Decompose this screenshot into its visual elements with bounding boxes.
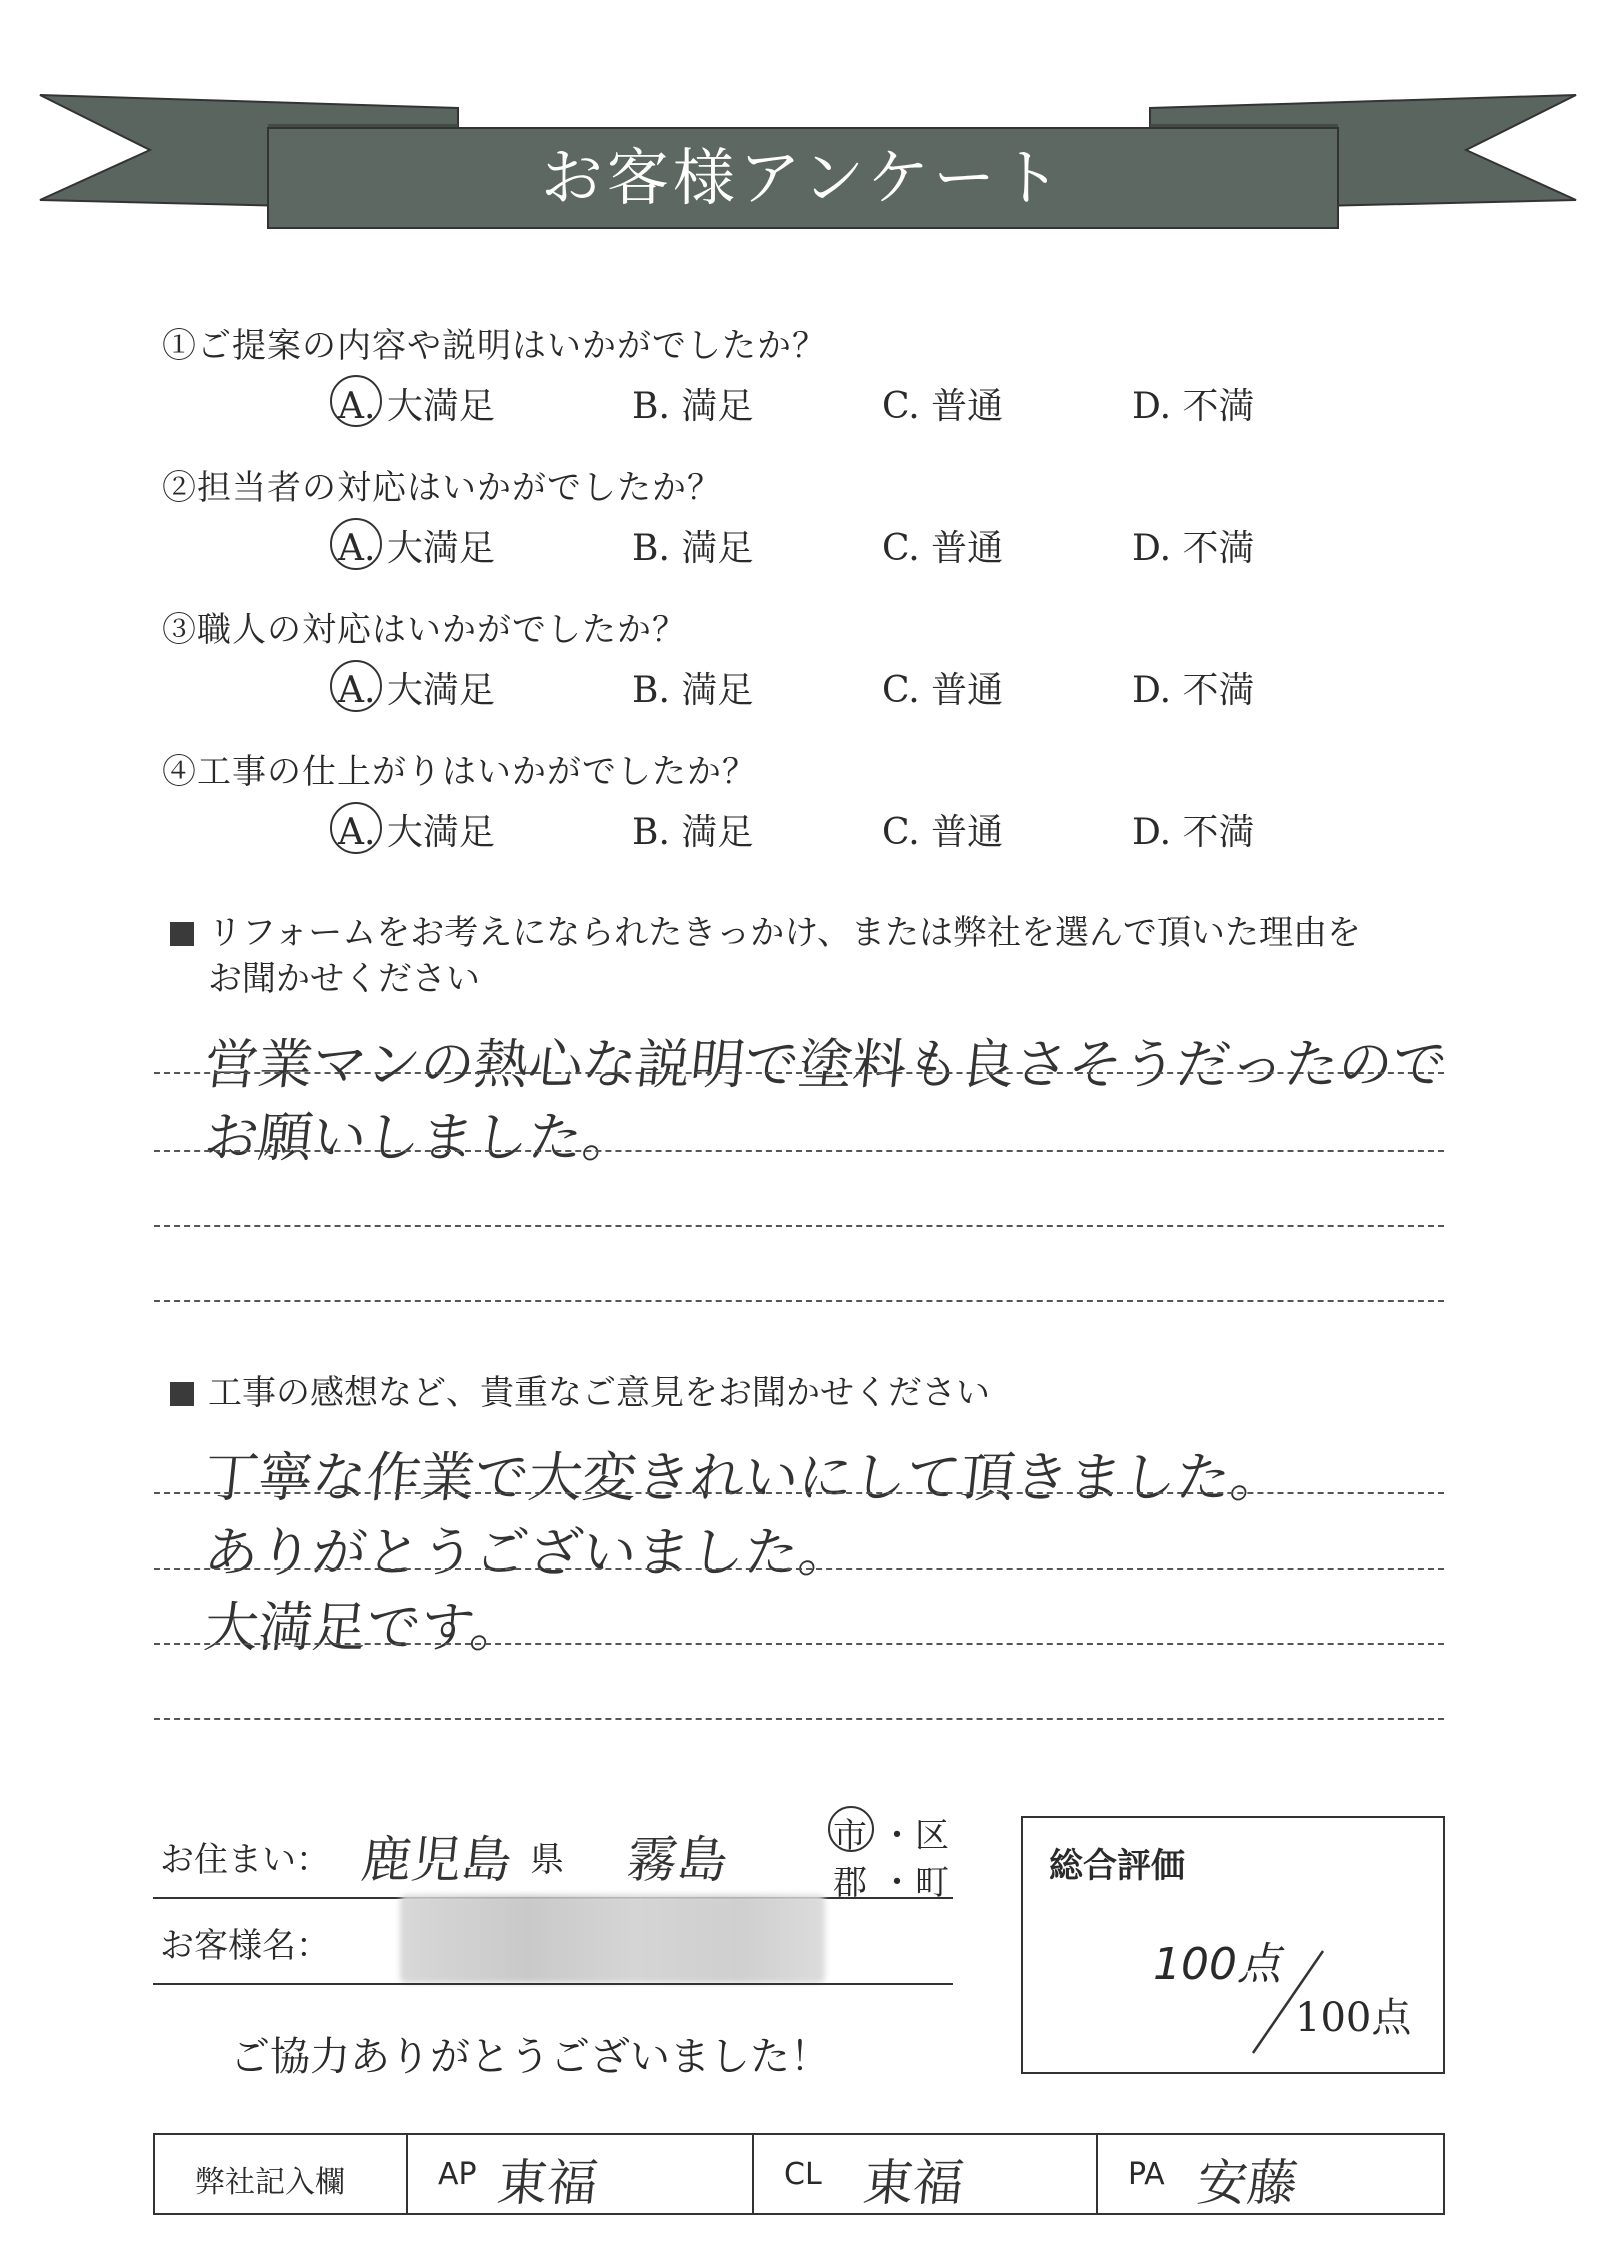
answer-line [154, 1718, 1444, 1720]
city-value[interactable]: 霧島 [624, 1831, 731, 1889]
q3-option-c[interactable]: C. 普通 [882, 670, 1004, 711]
evaluation-max: 100点 [1295, 1995, 1412, 2041]
q1-option-b[interactable]: B. 満足 [632, 386, 754, 427]
q3-option-a[interactable]: A. 大満足 [338, 670, 495, 711]
question-4: ④工事の仕上がりはいかがでしたか？ [162, 752, 757, 792]
q4-option-d[interactable]: D. 不満 [1132, 812, 1255, 853]
cl-value[interactable]: 東福 [860, 2154, 967, 2212]
evaluation-score[interactable]: 100点 [1153, 1939, 1281, 1990]
address-label: お住まい： [160, 1840, 330, 1880]
section1-heading: リフォームをお考えになられたきっかけ、または弊社を選んで頂いた理由を お聞かせください [170, 910, 1361, 1002]
q2-option-c[interactable]: C. 普通 [882, 528, 1004, 569]
thanks-message: ご協力ありがとうございました！ [230, 2034, 830, 2080]
q2-option-d[interactable]: D. 不満 [1132, 528, 1255, 569]
city-option[interactable]: 市 [833, 1816, 867, 1856]
q3-option-d[interactable]: D. 不満 [1132, 670, 1255, 711]
separator-dot: ・ [880, 1863, 914, 1903]
ap-value[interactable]: 東福 [494, 2154, 601, 2212]
separator-dot: ・ [880, 1816, 914, 1856]
answer-line [154, 1643, 1444, 1645]
q4-option-c[interactable]: C. 普通 [882, 812, 1004, 853]
section2-answer-line-2: ありがとうございました。 [201, 1521, 856, 1584]
answer-line [154, 1072, 1444, 1074]
city-selected-circle [828, 1806, 874, 1852]
section2-answer-line-3: 大満足です。 [201, 1596, 528, 1659]
answer-line [154, 1150, 1444, 1152]
town-option[interactable]: 町 [915, 1863, 949, 1903]
customer-name-underline [153, 1983, 953, 1985]
pa-label: PA [1128, 2157, 1165, 2192]
customer-name-label: お客様名： [160, 1926, 330, 1966]
bullet-square-icon [170, 922, 194, 946]
answer-line [154, 1300, 1444, 1302]
prefecture-value[interactable]: 鹿児島 [358, 1831, 515, 1889]
office-header-cell [155, 2135, 408, 2213]
q4-option-b[interactable]: B. 満足 [632, 812, 754, 853]
answer-line [154, 1225, 1444, 1227]
q4-option-a[interactable]: A. 大満足 [338, 812, 495, 853]
page-title: お客様アンケート [540, 141, 1066, 214]
bullet-square-icon [170, 1382, 194, 1406]
total-evaluation-box [1021, 1816, 1445, 2074]
q3-option-b[interactable]: B. 満足 [632, 670, 754, 711]
question-2: ②担当者の対応はいかがでしたか？ [162, 468, 722, 508]
section2-heading: 工事の感想など、貴重なご意見をお聞かせください [170, 1370, 990, 1416]
ap-cell [408, 2135, 754, 2213]
answer-line [154, 1492, 1444, 1494]
cl-cell [754, 2135, 1098, 2213]
pa-cell [1098, 2135, 1443, 2213]
section1-answer-line-2: お願いしました。 [201, 1106, 640, 1169]
section1-answer-line-1: 営業マンの熱心な説明で塗料も良さそうだったので [201, 1033, 1450, 1096]
section2-answer-line-1: 丁寧な作業で大変きれいにして頂きました。 [201, 1446, 1288, 1509]
q2-option-a[interactable]: A. 大満足 [338, 528, 495, 569]
ap-label: AP [438, 2157, 477, 2192]
question-1: ①ご提案の内容や説明はいかがでしたか？ [162, 326, 827, 366]
q2-option-b[interactable]: B. 満足 [632, 528, 754, 569]
county-option[interactable]: 郡 [833, 1863, 867, 1903]
prefecture-suffix: 県 [530, 1840, 564, 1880]
q1-option-c[interactable]: C. 普通 [882, 386, 1004, 427]
q1-option-a[interactable]: A. 大満足 [338, 386, 495, 427]
question-3: ③職人の対応はいかがでしたか？ [162, 610, 687, 650]
answer-line [154, 1568, 1444, 1570]
office-use-table [153, 2133, 1445, 2215]
redacted-customer-name [400, 1895, 825, 1983]
evaluation-label: 総合評価 [1049, 1846, 1185, 1886]
pa-value[interactable]: 安藤 [1194, 2154, 1301, 2212]
q1-option-d[interactable]: D. 不満 [1132, 386, 1255, 427]
ward-option[interactable]: 区 [915, 1816, 949, 1856]
cl-label: CL [784, 2157, 822, 2192]
office-header: 弊社記入欄 [195, 2165, 345, 2200]
